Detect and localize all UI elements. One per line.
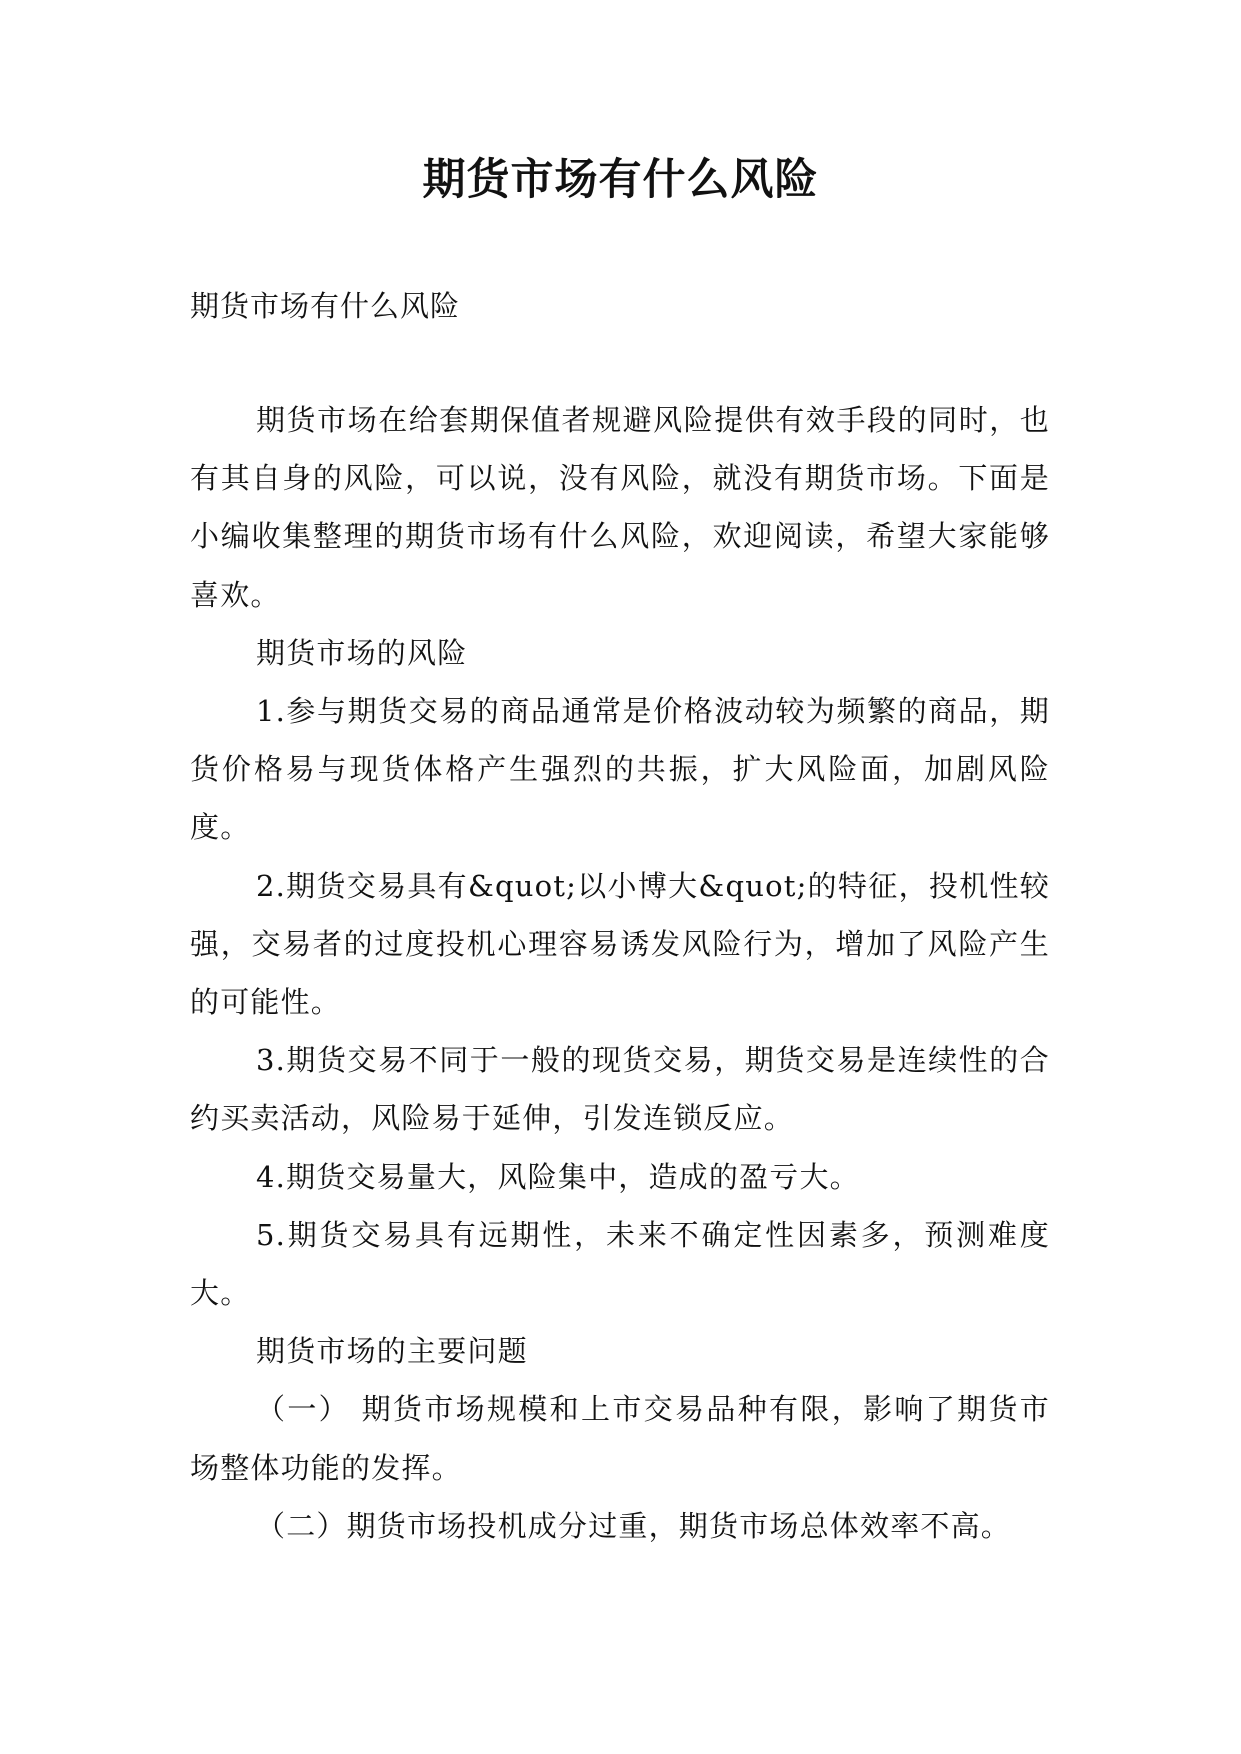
paragraph-problem-1: （一） 期货市场规模和上市交易品种有限，影响了期货市场整体功能的发挥。 bbox=[190, 1392, 1050, 1485]
document-title: 期货市场有什么风险 bbox=[422, 155, 819, 205]
section-heading-risks: 期货市场的风险 bbox=[256, 635, 468, 670]
paragraph-risk-2: 2.期货交易具有&quot;以小博大&quot;的特征，投机性较强，交易者的过度投机心理容易诱发风险行为，增加了风险产生的可能性。 bbox=[190, 868, 1050, 1020]
paragraph-risk-3: 3.期货交易不同于一般的现货交易，期货交易是连续性的合约买卖活动，风险易于延伸，引发连锁反应。 bbox=[190, 1043, 1050, 1136]
paragraph-risk-4: 4.期货交易量大，风险集中，造成的盈亏大。 bbox=[256, 1159, 860, 1194]
paragraph-problem-2: （二）期货市场投机成分过重，期货市场总体效率不高。 bbox=[256, 1508, 1012, 1543]
document-body bbox=[190, 286, 1050, 1555]
paragraph-risk-1: 1.参与期货交易的商品通常是价格波动较为频繁的商品，期货价格易与现货体格产生强烈的共振，扩大风险面，加剧风险度。 bbox=[190, 694, 1050, 845]
paragraph-risk-5: 5.期货交易具有远期性，未来不确定性因素多，预测难度大。 bbox=[190, 1217, 1050, 1311]
document-subtitle: 期货市场有什么风险 bbox=[190, 289, 461, 323]
section-heading-problems: 期货市场的主要问题 bbox=[256, 1334, 528, 1369]
paragraph-intro: 期货市场在给套期保值者规避风险提供有效手段的同时，也有其自身的风险，可以说，没有风险，就没有期货市场。下面是小编收集整理的期货市场有什么风险，欢迎阅读，希望大家能够喜欢。 bbox=[190, 403, 1050, 612]
